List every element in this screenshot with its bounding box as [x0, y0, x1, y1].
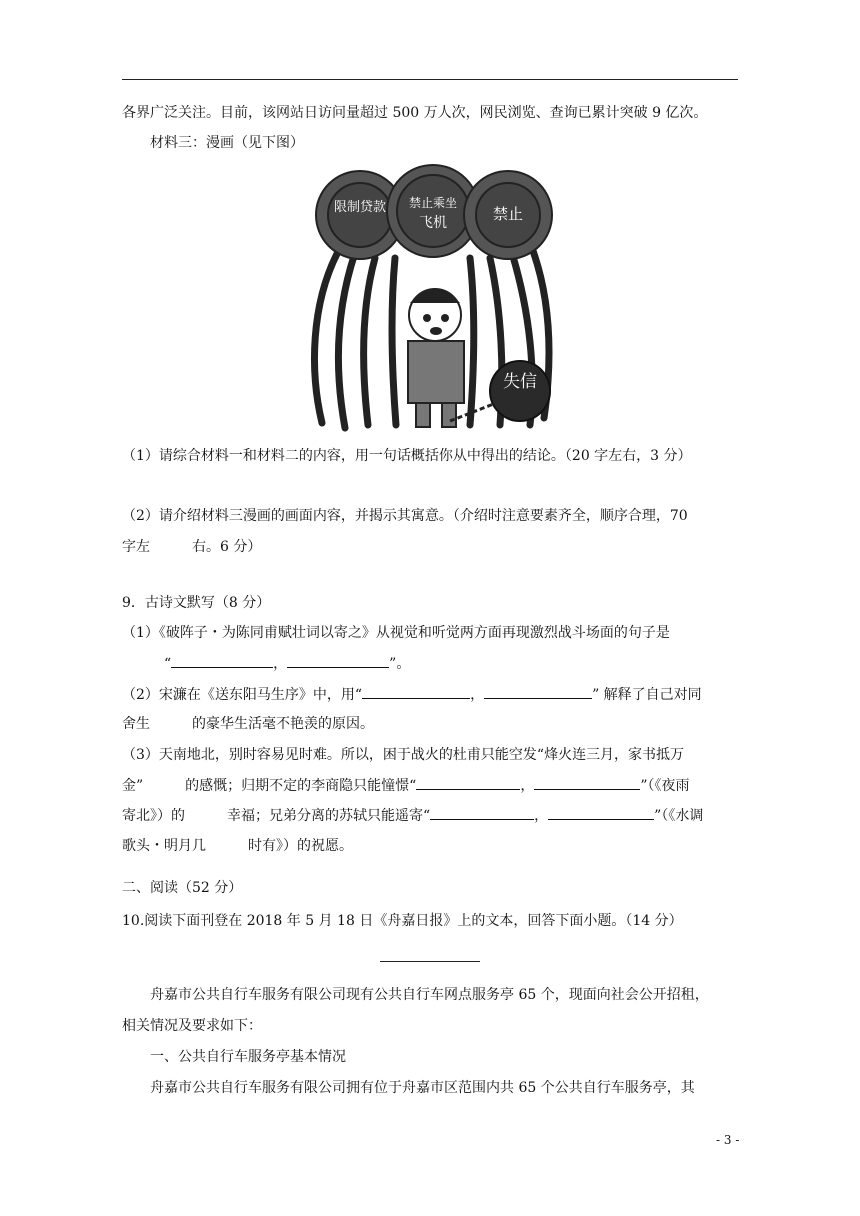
q9-item1-blanks: “ ， ”。	[164, 653, 410, 674]
q8-item2-line1: （2）请介绍材料三漫画的画面内容，并揭示其寓意。（介绍时注意要素齐全，顺序合理，70	[122, 508, 688, 524]
title-blank-rule	[380, 961, 480, 962]
balloon-3-label: 禁止	[492, 205, 524, 223]
header-rule	[122, 79, 738, 80]
answer-blank[interactable]	[416, 775, 520, 790]
balloon-1-label: 限制贷款	[333, 200, 387, 215]
page-number: - 3 -	[716, 1133, 740, 1147]
q8-item2-line2: 字左 右。6 分）	[122, 539, 262, 555]
article-paragraph-1-line1: 舟嘉市公共自行车服务有限公司现有公共自行车网点服务亭 65 个，现面向社会公开招租，	[150, 987, 709, 1003]
answer-blank[interactable]	[287, 653, 389, 668]
answer-blank[interactable]	[362, 684, 470, 699]
material-3-label: 材料三：漫画（见下图）	[150, 135, 304, 151]
article-paragraph-2: 舟嘉市公共自行车服务有限公司拥有位于舟嘉市区范围内共 65 个公共自行车服务亭，其	[150, 1080, 695, 1096]
q9-item3-line4: 歌头・明月几 时有》）的祝愿。	[122, 838, 353, 854]
article-paragraph-1-line2: 相关情况及要求如下：	[122, 1018, 262, 1034]
q10-prompt: 10.阅读下面刊登在 2018 年 5 月 18 日《舟嘉日报》上的文本，回答下面小题。（14 分）	[122, 913, 683, 929]
paragraph-continuation: 各界广泛关注。目前，该网站日访问量超过 500 万人次，网民浏览、查询已累计突破 9 亿次。	[122, 105, 708, 121]
q9-item1-line1: （1）《破阵子・为陈同甫赋壮词以寄之》从视觉和听觉两方面再现激烈战斗场面的句子是	[122, 625, 670, 641]
answer-blank[interactable]	[430, 805, 534, 820]
q9-item2-line2: 舍生 的豪华生活毫不艳羡的原因。	[122, 716, 374, 732]
balloon-2-label-line1: 禁止乘坐	[408, 196, 458, 210]
cartoon-image	[300, 163, 560, 438]
q9-item3-line2: 金” 的感慨；归期不定的李商隐只能憧憬“ ， ”（《夜雨	[122, 775, 690, 796]
q8-item1: （1）请综合材料一和材料二的内容，用一句话概括你从中得出的结论。（20 字左右，3 分）	[122, 448, 692, 464]
q9-title: 9．古诗文默写（8 分）	[122, 595, 271, 611]
q9-item2-line1: （2）宋濂在《送东阳马生序》中，用“ ， ” 解释了自己对同	[122, 684, 702, 705]
section-2-title: 二、阅读（52 分）	[122, 880, 243, 896]
ball-label: 失信	[503, 372, 537, 392]
answer-blank[interactable]	[534, 775, 640, 790]
balloon-2-label-line2: 飞机	[419, 215, 447, 231]
q9-item3-line3: 寄北》）的 幸福；兄弟分离的苏轼只能遥寄“ ， ”（《水调	[122, 805, 703, 826]
answer-blank[interactable]	[484, 684, 592, 699]
answer-blank[interactable]	[171, 653, 273, 668]
answer-blank[interactable]	[548, 805, 654, 820]
article-heading-1: 一、公共自行车服务亭基本情况	[150, 1049, 346, 1065]
q9-item3-line1: （3）天南地北，别时容易见时难。所以，困于战火的杜甫只能空发“烽火连三月，家书抵万	[122, 747, 685, 763]
